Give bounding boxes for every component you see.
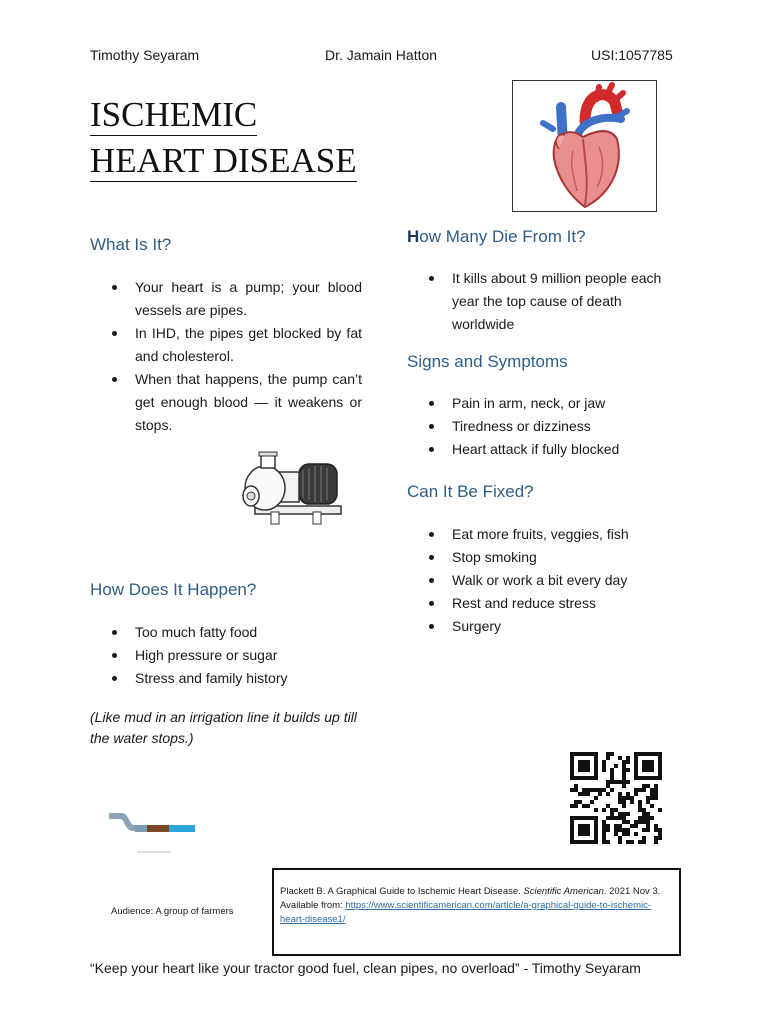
list-item: Rest and reduce stress — [407, 592, 682, 615]
section-heading-can-it-be-fixed: Can It Be Fixed? — [407, 482, 534, 501]
student-name: Timothy Seyaram — [90, 47, 200, 63]
title-line-2: HEART DISEASE — [90, 141, 357, 180]
water-pump-icon — [235, 450, 345, 532]
list-item: Stress and family history — [90, 667, 362, 690]
instructor-name: Dr. Jamain Hatton — [325, 47, 438, 63]
reference-link[interactable]: https://www.scientificamerican.com/article/a-graphical-guide-to-ischemic-heart-disease1/ — [280, 900, 652, 925]
section-heading-how-does-it-happen: How Does It Happen? — [90, 580, 257, 599]
section-heading-how-many-die — [407, 227, 586, 247]
audience-label: Audience: A group of farmers — [111, 906, 234, 917]
list-item: Walk or work a bit every day — [407, 569, 682, 592]
page-title — [90, 92, 357, 184]
list-item: Stop smoking — [407, 546, 682, 569]
heading-rest: ow Many Die From It? — [419, 227, 586, 246]
title-line-1: ISCHEMIC — [90, 95, 258, 134]
list-item: Too much fatty food — [90, 621, 362, 644]
student-id: USI:1057785 — [591, 47, 673, 63]
clogged-pipe-icon — [107, 810, 199, 858]
qr-code-icon[interactable] — [570, 752, 662, 846]
reference-journal: Scientific American — [523, 886, 604, 897]
irrigation-note: (Like mud in an irrigation line it builds up till the water stops.) — [90, 709, 357, 746]
closing-quote: “Keep your heart like your tractor good fuel, clean pipes, no overload” - Timothy Seyaram — [90, 960, 641, 976]
how-does-it-happen-list — [90, 621, 362, 690]
how-many-die-list — [407, 267, 682, 336]
section-heading-what-is-it: What Is It? — [90, 235, 172, 254]
heart-icon — [513, 81, 656, 211]
pump-image — [235, 450, 345, 537]
list-item: Pain in arm, neck, or jaw — [407, 392, 682, 415]
heart-image-frame — [512, 80, 657, 212]
pipe-image — [107, 810, 199, 863]
list-item: It kills about 9 million people each year the top cause of death worldwide — [407, 267, 682, 336]
reference-box — [272, 868, 681, 956]
signs-list — [407, 392, 682, 461]
section-heading-signs: Signs and Symptoms — [407, 352, 568, 371]
list-item: Heart attack if fully blocked — [407, 438, 682, 461]
list-item: Eat more fruits, veggies, fish — [407, 523, 682, 546]
reference-text-after: . 2021 Nov 3. Available from: — [280, 886, 661, 911]
list-item: High pressure or sugar — [90, 644, 362, 667]
qr-code-image[interactable] — [570, 752, 662, 851]
list-item: In IHD, the pipes get blocked by fat and cholesterol. — [90, 322, 362, 368]
list-item: When that happens, the pump can’t get enough blood — it weakens or stops. — [90, 368, 362, 437]
list-item: Tiredness or dizziness — [407, 415, 682, 438]
heading-initial: H — [407, 227, 420, 246]
list-item: Surgery — [407, 615, 682, 638]
list-item: Your heart is a pump; your blood vessels are pipes. — [90, 276, 362, 322]
can-it-be-fixed-list — [407, 523, 682, 638]
what-is-it-list — [90, 276, 362, 437]
reference-text: Plackett B. A Graphical Guide to Ischemic Heart Disease. — [280, 886, 524, 897]
